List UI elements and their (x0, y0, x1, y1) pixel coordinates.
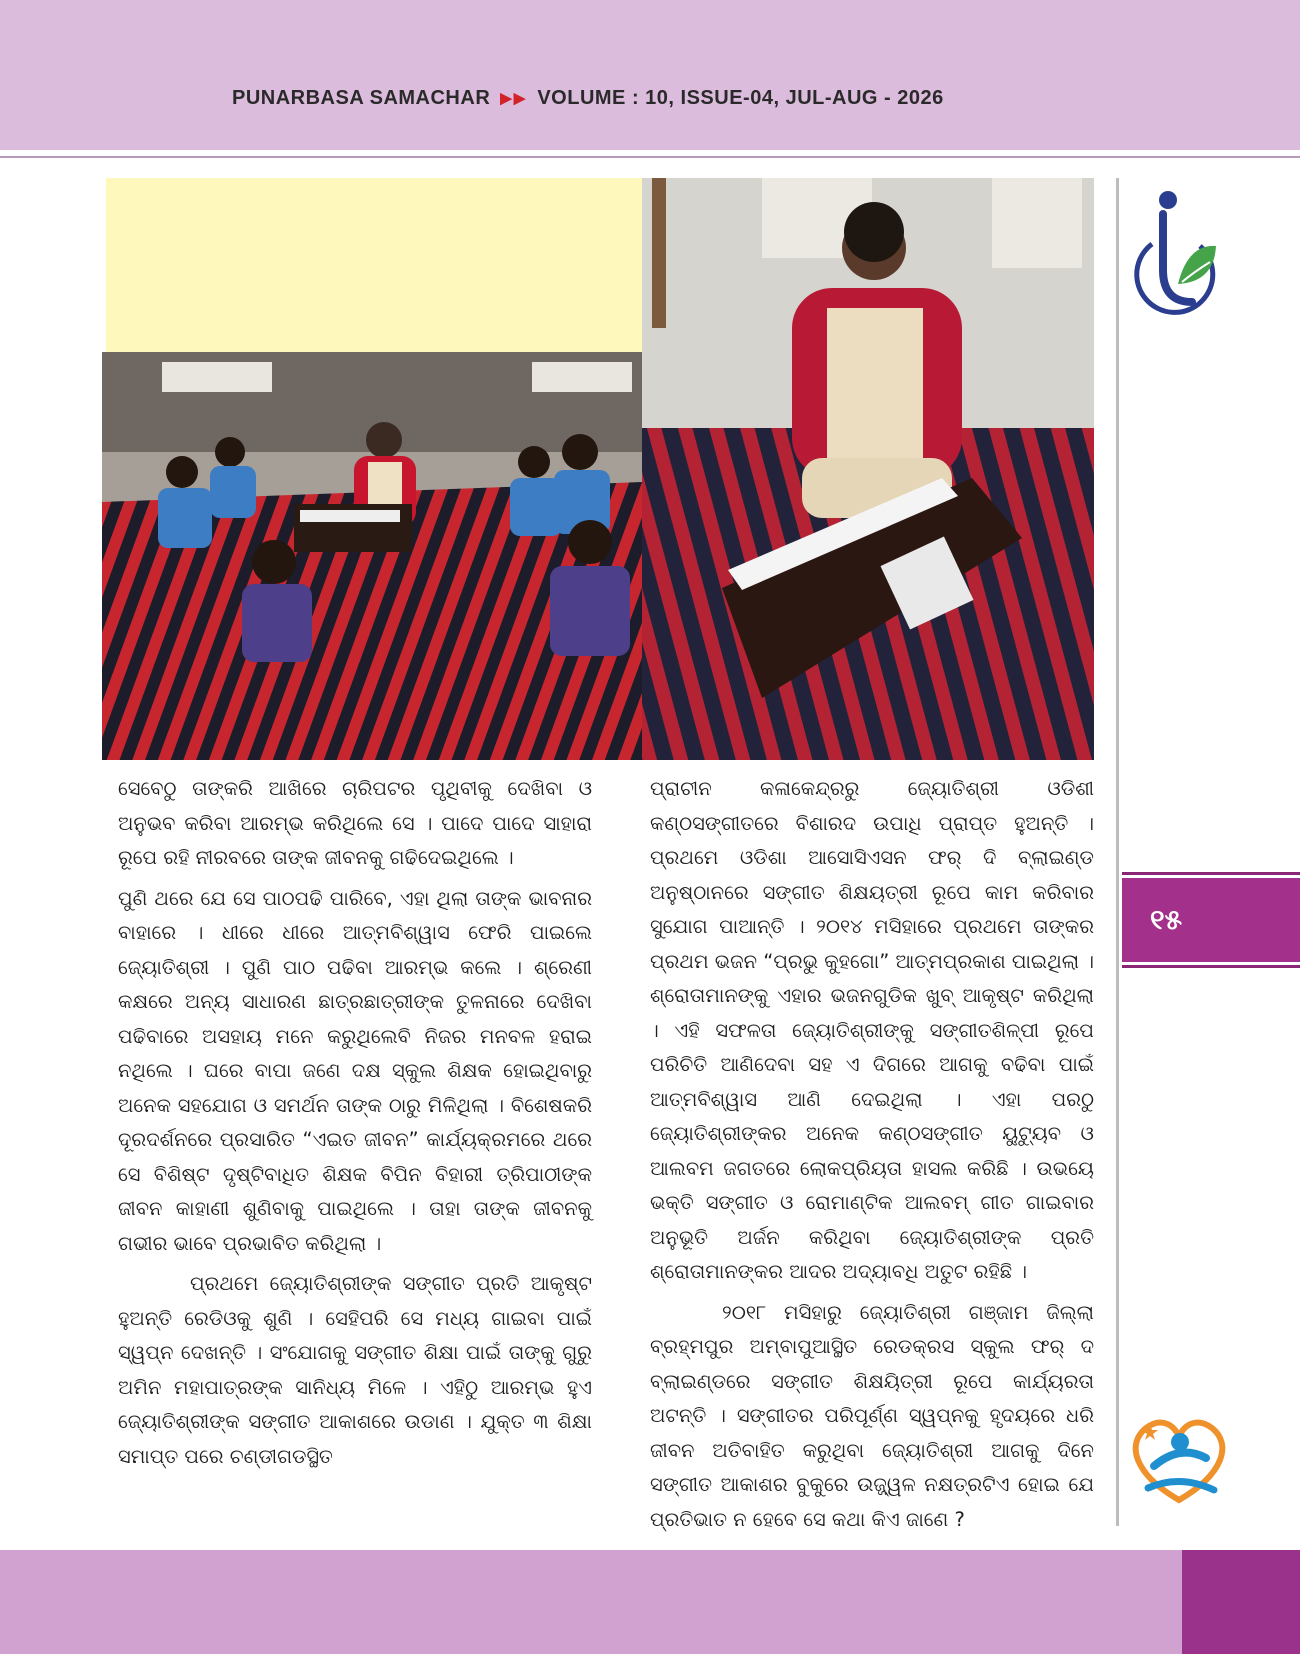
footer-band (0, 1550, 1300, 1654)
arrow-icon: ▶▶ (500, 90, 528, 107)
harmonium-singer-photo (642, 178, 1094, 760)
paragraph: ୨୦୧୮ ମସିହାରୁ ଜ୍ୟୋତିଶ୍ରୀ ଗଞ୍ଜାମ ଜିଲ୍ଲା ବ୍ରହ୍ମପୁର ଅମ୍ବାପୁଆସ୍ଥିତ ରେଡକ୍ରସ ସ୍କୁଲ ଫର୍ ଦ ବ୍ଲାଇଣ୍ଡରେ ସଙ୍ଗୀତ ଶିକ୍ଷୟିତ୍ରୀ ରୂପେ କାର୍ଯ୍ୟରତା ଅଟନ୍ତି । ସଙ୍ଗୀତର ପରିପୂର୍ଣ୍ଣ ସ୍ୱପ୍ନକୁ ହୃଦୟରେ ଧରି ଜୀବନ ଅତିବାହିତ କରୁଥିବା ଜ୍ୟୋତିଶ୍ରୀ ଆଗକୁ ଦିନେ ସଙ୍ଗୀତ ଆକାଶର ବୁକୁରେ ଉଜ୍ଜ୍ୱଳ ନକ୍ଷତ୍ରଟିଏ ହୋଇ ଯେ ପ୍ରତିଭାତ ନ ହେବେ ସେ କଥା କିଏ ଜାଣେ ? (650, 1300, 1094, 1531)
sidebar-divider (1116, 178, 1119, 1526)
page-number: ୧୫ (1150, 903, 1183, 936)
issue-info: VOLUME : 10, ISSUE-04, JUL-AUG - 2026 (537, 86, 944, 109)
header-divider (0, 156, 1300, 158)
paragraph: ପୁଣି ଥରେ ଯେ ସେ ପାଠପଢି ପାରିବେ, ଏହା ଥିଲା ତାଙ୍କ ଭାବନାର ବାହାରେ । ଧୀରେ ଧୀରେ ଆତ୍ମବିଶ୍ୱାସ ଫେରି ପାଇଲେ ଜ୍ୟୋତିଶ୍ରୀ । ପୁଣି ପାଠ ପଢିବା ଆରମ୍ଭ କଲେ । ଶ୍ରେଣୀ କକ୍ଷରେ ଅନ୍ୟ ସାଧାରଣ ଛାତ୍ରଛାତ୍ରୀଙ୍କ ତୁଳନାରେ ଦେଖିବା ପଢିବାରେ ଅସହାୟ ମନେ କରୁଥିଲେବି ନିଜର ମନବଳ ହରାଇ ନଥିଲେ । ଘରେ ବାପା ଜଣେ ଦକ୍ଷ ସ୍କୁଲ ଶିକ୍ଷକ ହୋଇଥିବାରୁ ଅନେକ ସହଯୋଗ ଓ ସମର୍ଥନ ତାଙ୍କ ଠାରୁ ମିଳିଥିଲା । ବିଶେଷକରି ଦୂରଦର୍ଶନରେ ପ୍ରସାରିତ “ଏଇତ ଜୀବନ” କାର୍ଯ୍ୟକ୍ରମରେ ଥରେ ସେ ବିଶିଷ୍ଟ ଦୃଷ୍ଟିବାଧିତ ଶିକ୍ଷକ ବିପିନ ବିହାରୀ ତ୍ରିପାଠୀଙ୍କ ଜୀବନ କାହାଣୀ ଶୁଣିବାକୁ ପାଇଥିଲେ । ତାହା ତାଙ୍କ ଜୀବନକୁ ଗଭୀର ଭାବେ ପ୍ରଭାବିତ କରିଥିଲା । (118, 886, 592, 1255)
article-column-right (650, 772, 1094, 1543)
paragraph: ସେବେଠୁ ତାଙ୍କରି ଆଖିରେ ଚାରିପଟର ପୃଥିବୀକୁ ଦେଖିବା ଓ ଅନୁଭବ କରିବା ଆରମ୍ଭ କରିଥିଲେ ସେ । ପାଦେ ପାଦେ ସାହାରା ରୂପେ ରହି ନୀରବରେ ତାଙ୍କ ଜୀବନକୁ ଗଢିଦେଇଥିଲେ । (118, 777, 592, 869)
page-number-tab (1122, 872, 1300, 968)
header-band (0, 0, 1300, 150)
yellow-panel (106, 178, 642, 352)
header-title (232, 84, 944, 112)
publication-name: PUNARBASA SAMACHAR (232, 86, 491, 109)
article-column-left (118, 772, 592, 1480)
heart-hands-logo (1124, 1404, 1234, 1514)
footer-accent (1182, 1550, 1300, 1654)
organization-logo (1130, 184, 1230, 324)
music-class-photo (102, 352, 642, 760)
paragraph: ପ୍ରଥମେ ଜ୍ୟୋତିଶ୍ରୀଙ୍କ ସଙ୍ଗୀତ ପ୍ରତି ଆକୃଷ୍ଟ ହୁଅନ୍ତି ରେଡିଓକୁ ଶୁଣି । ସେହିପରି ସେ ମଧ୍ୟ ଗାଇବା ପାଇଁ ସ୍ୱପ୍ନ ଦେଖନ୍ତି । ସଂଯୋଗକୁ ସଙ୍ଗୀତ ଶିକ୍ଷା ପାଇଁ ତାଙ୍କୁ ଗୁରୁ ଅମିନ ମହାପାତ୍ରଙ୍କ ସାନିଧ୍ୟ ମିଳେ । ଏହିଠୁ ଆରମ୍ଭ ହୁଏ ଜ୍ୟୋତିଶ୍ରୀଙ୍କ ସଙ୍ଗୀତ ଆକାଶରେ ଉଡାଣ । ଯୁକ୍ତ ୩ ଶିକ୍ଷା ସମାପ୍ତ ପରେ ଚଣ୍ଡୀଗଡସ୍ଥିତ (118, 1272, 592, 1468)
paragraph: ପ୍ରାଚୀନ କଳାକେନ୍ଦ୍ରରୁ ଜ୍ୟୋତିଶ୍ରୀ ଓଡିଶୀ କଣ୍ଠସଙ୍ଗୀତରେ ବିଶାରଦ ଉପାଧି ପ୍ରାପ୍ତ ହୁଅନ୍ତି । ପ୍ରଥମେ ଓଡିଶା ଆସୋସିଏସନ ଫର୍ ଦି ବ୍ଲାଇଣ୍ଡ ଅନୁଷ୍ଠାନରେ ସଙ୍ଗୀତ ଶିକ୍ଷୟତ୍ରୀ ରୂପେ କାମ କରିବାର ସୁଯୋଗ ପାଆନ୍ତି । ୨୦୧୪ ମସିହାରେ ପ୍ରଥମେ ତାଙ୍କର ପ୍ରଥମ ଭଜନ “ପ୍ରଭୁ କୁହଗୋ” ଆତ୍ମପ୍ରକାଶ ପାଇଥିଲା । ଶ୍ରୋତାମାନଙ୍କୁ ଏହାର ଭଜନଗୁଡିକ ଖୁବ୍ ଆକୃଷ୍ଟ କରିଥିଲା । ଏହି ସଫଳତା ଜ୍ୟୋତିଶ୍ରୀଙ୍କୁ ସଙ୍ଗୀତଶିଳ୍ପୀ ରୂପେ ପରିଚିତି ଆଣିଦେବା ସହ ଏ ଦିଗରେ ଆଗକୁ ବଢିବା ପାଇଁ ଆତ୍ମବିଶ୍ୱାସ ଆଣି ଦେଇଥିଲା । ଏହା ପରଠୁ ଜ୍ୟୋତିଶ୍ରୀଙ୍କର ଅନେକ କଣ୍ଠସଙ୍ଗୀତ ୟୁଟ୍ୟୁବ ଓ ଆଲବମ ଜଗତରେ ଲୋକପ୍ରିୟତା ହାସଲ କରିଛି । ଉଭୟେ ଭକ୍ତି ସଙ୍ଗୀତ ଓ ରୋମାଣ୍ଟିକ ଆଲବମ୍ ଗୀତ ଗାଇବାର ଅନୁଭୂତି ଅର୍ଜନ କରିଥିବା ଜ୍ୟୋତିଶ୍ରୀଙ୍କ ପ୍ରତି ଶ୍ରୋତାମାନଙ୍କର ଆଦର ଅଦ୍ୟାବଧି ଅତୁଟ ରହିଛି । (650, 777, 1094, 1283)
